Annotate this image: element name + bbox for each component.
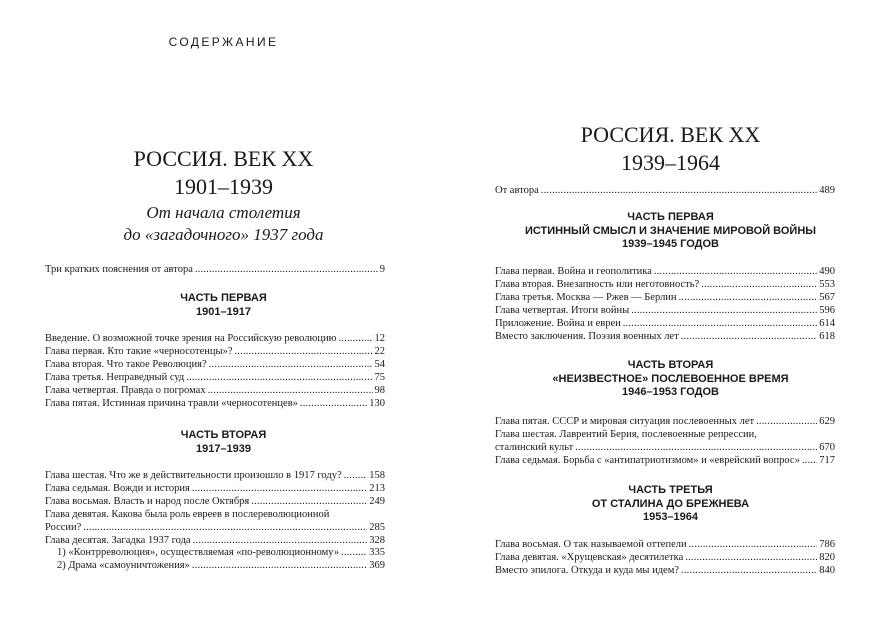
right-page [447,0,894,635]
toc-entry[interactable] [45,560,385,573]
right-part2-toc [495,416,835,468]
left-part2-heading [0,429,447,456]
toc-entry-page: 786 [819,539,835,550]
leader-dots [192,483,367,496]
toc-entry[interactable] [45,359,385,372]
toc-entry-page: 130 [369,397,385,409]
toc-entry[interactable] [495,455,835,468]
leader-dots [689,539,818,552]
leader-dots [83,522,367,535]
toc-entry[interactable] [45,483,385,496]
leader-dots [623,318,817,331]
toc-entry-page: 213 [369,482,385,494]
toc-entry-label: Глава первая. Война и геополитика [495,266,652,277]
toc-entry-label: Глава девятая. «Хрущевская» десятилетка [495,551,684,563]
leader-dots [541,185,817,198]
leader-dots [344,470,368,483]
toc-entry[interactable] [45,522,385,535]
toc-entry-label: Глава вторая. Что такое Революция? [45,358,207,370]
toc-entry-page: 249 [369,495,385,507]
leader-dots [192,560,367,573]
leader-dots [338,333,372,346]
toc-entry[interactable] [495,305,835,318]
toc-entry[interactable] [45,470,385,483]
toc-entry[interactable] [45,372,385,385]
left-title-line1: РОССИЯ. ВЕК XX [133,146,314,171]
right-part1-toc [495,266,835,343]
toc-entry-page: 820 [819,551,835,563]
part-label: ЧАСТЬ ПЕРВАЯ [627,211,714,223]
part-label: ЧАСТЬ ВТОРАЯ [180,429,267,441]
toc-entry[interactable] [495,292,835,305]
toc-entry-label: 1) «Контрреволюция», осуществляемая «по-революционному» [57,547,340,559]
leader-dots [701,279,817,292]
toc-entry[interactable] [45,346,385,359]
toc-entry-page: 9 [379,264,385,275]
part-label: ЧАСТЬ ПЕРВАЯ [180,292,267,304]
left-title-line2: 1901–1939 [174,174,273,199]
right-intro [495,185,835,198]
toc-entry-page: 335 [369,547,385,559]
part-years: 1953–1964 [642,511,699,523]
leader-dots [631,305,817,318]
toc-entry-page: 12 [374,333,385,344]
toc-entry-page: 717 [819,454,835,466]
leader-dots [195,264,378,277]
toc-entry[interactable] [45,385,385,398]
toc-entry-label: Глава восьмая. О так называемой оттепели [495,539,687,550]
left-part1-heading [0,292,447,319]
toc-entry-label: Глава десятая. Загадка 1937 года [45,534,191,546]
toc-entry-page: 285 [369,521,385,533]
right-part3-toc [495,539,835,578]
right-part2-heading [447,359,894,400]
toc-entry-label: Вместо заключения. Поэзия военных лет [495,330,679,342]
toc-entry[interactable] [495,552,835,565]
leader-dots [756,416,817,429]
leader-dots [341,547,367,560]
toc-entry-page: 489 [819,185,835,196]
toc-entry-label: Глава восьмая. Власть и народ после Октября [45,495,250,507]
toc-entry-page: 840 [819,564,835,576]
leader-dots [193,535,368,548]
leader-dots [300,398,367,411]
right-part1-heading [447,211,894,252]
toc-entry-page: 614 [819,317,835,329]
toc-entry[interactable] [495,266,835,279]
toc-entry-label: Глава третья. Неправедный суд [45,371,185,383]
toc-entry-continued[interactable]: Глава девятая. Какова была роль евреев в послереволюционной [45,508,330,520]
toc-entry-label: Глава первая. Кто такие «черносотенцы»? [45,345,233,357]
toc-entry-label: сталинский культ [495,441,574,453]
toc-entry-page: 369 [369,560,385,572]
toc-entry-page: 629 [819,416,835,427]
toc-entry-page: 22 [374,345,385,357]
toc-entry-label: 2) Драма «самоуничтожения» [57,560,190,572]
toc-entry-page: 328 [369,534,385,546]
toc-entry-continued[interactable]: Глава шестая. Лаврентий Берия, послевоенные репрессии, [495,428,757,440]
leader-dots [209,359,373,372]
part-title: ОТ СТАЛИНА ДО БРЕЖНЕВА [591,497,750,510]
leader-dots [208,385,373,398]
toc-entry[interactable] [495,279,835,292]
toc-entry-label: Глава вторая. Внезапность или неготовность? [495,278,700,290]
toc-entry-page: 618 [819,330,835,342]
right-title-line2: 1939–1964 [621,150,720,175]
toc-entry-page: 553 [819,278,835,290]
toc-entry-label: Введение. О возможной точке зрения на Российскую революцию [45,333,337,344]
left-part1-toc [45,333,385,410]
toc-entry-label: Глава четвертая. Правда о погромах [45,384,206,396]
leader-dots [234,346,372,359]
toc-entry-page: 98 [374,384,385,396]
part-years: 1917–1939 [195,442,252,455]
left-subtitle-line2: до «загадочного» 1937 года [123,225,324,244]
toc-entry[interactable] [495,185,835,198]
contents-heading: СОДЕРЖАНИЕ [168,35,279,49]
right-title-line1: РОССИЯ. ВЕК XX [580,122,761,147]
toc-entry-label: Глава пятая. Истинная причина травли «черносотенцев» [45,397,298,409]
part-years: 1939–1945 ГОДОВ [622,238,719,250]
toc-entry-label: Глава шестая. Что же в действительности произошло в 1917 году? [45,470,342,481]
toc-entry-page: 158 [369,470,385,481]
toc-entry[interactable] [495,539,835,552]
toc-entry-page: 596 [819,304,835,316]
toc-entry-label: Глава пятая. СССР и мировая ситуация послевоенных лет [495,416,755,427]
part-title: «НЕИЗВЕСТНОЕ» ПОСЛЕВОЕННОЕ ВРЕМЯ [552,372,789,385]
toc-entry-page: 490 [819,266,835,277]
leader-dots [685,552,817,565]
toc-entry-label: Глава третья. Москва — Ржев — Берлин [495,291,677,303]
toc-entry[interactable] [45,535,385,548]
part-years: 1901–1917 [195,305,252,318]
toc-entry[interactable] [495,442,835,455]
toc-entry[interactable] [45,547,385,560]
leader-dots [681,565,817,578]
toc-entry[interactable] [495,331,835,344]
toc-entry-label: России? [45,521,82,533]
leader-dots [681,331,818,344]
leader-dots [251,496,367,509]
toc-entry-label: От автора [495,185,539,196]
toc-entry[interactable] [495,318,835,331]
toc-entry[interactable] [45,398,385,411]
toc-entry-label: Три кратких пояснения от автора [45,264,193,275]
toc-entry-label: Приложение. Война и евреи [495,317,621,329]
toc-entry[interactable] [495,416,835,429]
toc-entry[interactable] [45,496,385,509]
toc-entry-page: 75 [374,371,385,383]
toc-entry-page: 567 [819,291,835,303]
right-part3-heading [447,484,894,525]
part-title: ИСТИННЫЙ СМЫСЛ И ЗНАЧЕНИЕ МИРОВОЙ ВОЙНЫ [524,224,817,237]
toc-entry-page: 670 [819,441,835,453]
leader-dots [802,455,817,468]
toc-entry[interactable] [45,333,385,346]
part-label: ЧАСТЬ ВТОРАЯ [627,359,714,371]
toc-entry-page: 54 [374,358,385,370]
left-part2-toc [45,470,385,573]
leader-dots [679,292,818,305]
left-subtitle-line1: От начала столетия [146,203,301,222]
toc-entry[interactable] [45,264,385,277]
leader-dots [186,372,372,385]
toc-entry-label: Вместо эпилога. Откуда и куда мы идем? [495,564,680,576]
toc-entry-label: Глава седьмая. Вожди и история [45,482,190,494]
part-years: 1946–1953 ГОДОВ [622,386,719,398]
leader-dots [575,442,817,455]
leader-dots [654,266,817,279]
toc-entry-label: Глава четвертая. Итоги войны [495,304,630,316]
part-label: ЧАСТЬ ТРЕТЬЯ [628,484,713,496]
left-intro [45,264,385,277]
toc-entry-label: Глава седьмая. Борьба с «антипатриотизмом» и «еврейский вопрос» [495,454,800,466]
toc-entry[interactable] [495,565,835,578]
